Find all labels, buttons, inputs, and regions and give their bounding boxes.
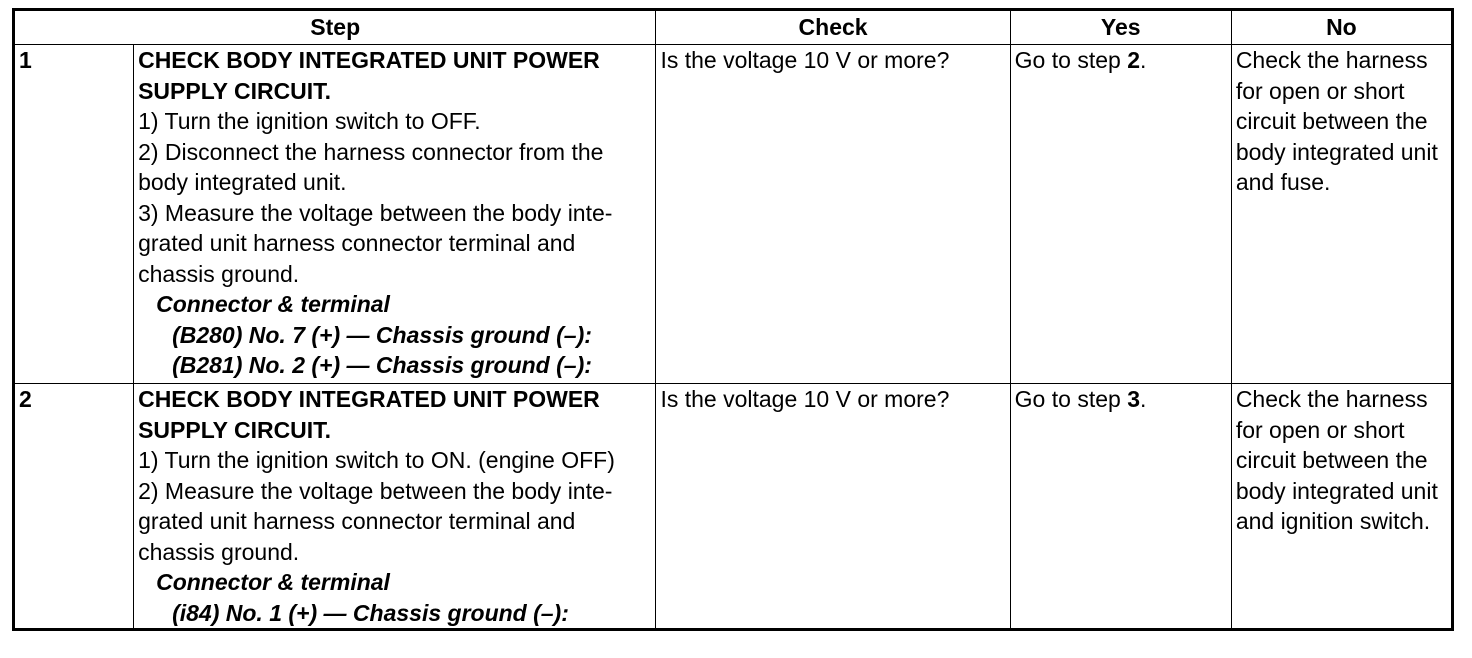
check-cell: Is the voltage 10 V or more?: [656, 45, 1010, 384]
yes-suffix: .: [1139, 47, 1147, 73]
connector-terminal: (B281) No. 2 (+) — Chassis ground (–):: [172, 352, 592, 378]
step-description: [134, 384, 656, 630]
header-row: [14, 10, 1453, 45]
yes-suffix: .: [1139, 386, 1147, 412]
step-instruction: 1) Turn the ignition switch to ON. (engine OFF): [138, 447, 615, 473]
header-yes: Yes: [1010, 10, 1231, 45]
table-row: [14, 45, 1453, 384]
step-instruction: 2) Disconnect the harness connector from the body integrated unit.: [138, 138, 604, 195]
step-instruction: 3) Measure the voltage between the body inte-grated unit harness connector terminal and chassis ground.: [138, 199, 613, 287]
connector-terminal: (i84) No. 1 (+) — Chassis ground (–):: [172, 599, 569, 626]
no-cell: Check the harness for open or short circuit between the body integrated unit and ignition switch.: [1231, 384, 1452, 630]
diagnostic-steps-table: [12, 8, 1454, 631]
step-title: CHECK BODY INTEGRATED UNIT POWER SUPPLY CIRCUIT.: [138, 386, 600, 443]
yes-prefix: Go to step: [1014, 47, 1128, 73]
step-title: CHECK BODY INTEGRATED UNIT POWER SUPPLY CIRCUIT.: [138, 47, 600, 104]
connector-heading: Connector & terminal: [156, 569, 390, 595]
step-number: 1: [14, 45, 134, 384]
yes-prefix: Go to step: [1014, 386, 1128, 412]
yes-step-number: 3: [1127, 386, 1140, 412]
step-number: 2: [14, 384, 134, 630]
header-step: Step: [14, 10, 656, 45]
yes-cell: [1010, 384, 1231, 630]
step-instruction: 2) Measure the voltage between the body inte-grated unit harness connector terminal and chassis ground.: [138, 477, 613, 565]
step-description: [134, 45, 656, 384]
header-no: No: [1231, 10, 1452, 45]
step-instruction: 1) Turn the ignition switch to OFF.: [138, 108, 481, 134]
yes-step-number: 2: [1127, 47, 1140, 73]
connector-terminal: (B280) No. 7 (+) — Chassis ground (–):: [172, 321, 592, 348]
no-cell: Check the harness for open or short circuit between the body integrated unit and fuse.: [1231, 45, 1452, 384]
yes-cell: [1010, 45, 1231, 384]
connector-heading: Connector & terminal: [156, 291, 390, 317]
header-check: Check: [656, 10, 1010, 45]
check-cell: Is the voltage 10 V or more?: [656, 384, 1010, 630]
table-row: [14, 384, 1453, 630]
